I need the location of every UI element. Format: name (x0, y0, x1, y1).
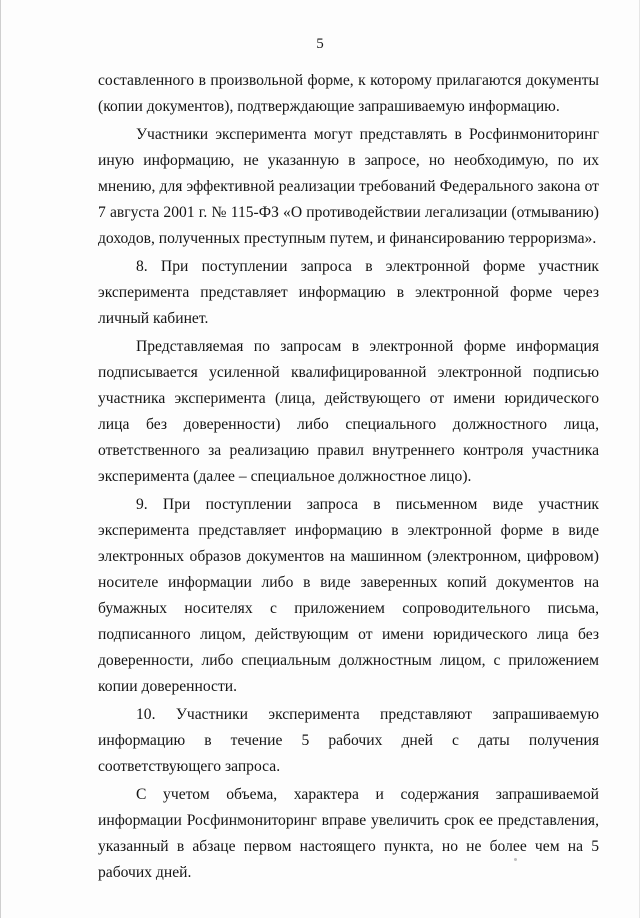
paragraph-other-information: Участники эксперимента могут представлять в Росфинмониторинг иную информацию, не указанную в запросе, но необходимую, по их мнению, для эффективной реализации требований Федерального закона от 7 августа 2001 г. № 115-ФЗ «О противодействии легализации (отмыванию) доходов, полученных преступным путем, и финансированию терроризма». (98, 126, 599, 247)
document-body (98, 68, 599, 886)
scan-speck (514, 858, 517, 861)
paragraph-continuation: составленного в произвольной форме, к которому прилагаются документы (копии документов), подтверждающие запрашиваемую информацию. (98, 72, 599, 115)
paragraph-item-9: 9. При поступлении запроса в письменном виде участник эксперимента представляет информацию в электронной форме в виде электронных образов документов на машинном (электронном, цифровом) носителе информации либо в виде заверенных копий документов на бумажных носителях с приложением сопроводительного письма, подписанного лицом, действующим от имени юридического лица без доверенности, либо специальным должностным лицом, с приложением копии доверенности. (98, 496, 599, 695)
paragraph-signature-requirement: Представляемая по запросам в электронной форме информация подписывается усиленной квалифицированной электронной подписью участника эксперимента (лица, действующего от имени юридического лица без доверенности) либо специального должностного лица, ответственного за реализацию правил внутреннего контроля участника эксперимента (далее – специальное должностное лицо). (98, 338, 599, 485)
page-number: 5 (316, 36, 324, 52)
paragraph-item-10: 10. Участники эксперимента представляют запрашиваемую информацию в течение 5 рабочих дней с даты получения соответствующего запроса. (98, 706, 599, 775)
paragraph-deadline-extension: С учетом объема, характера и содержания запрашиваемой информации Росфинмониторинг вправе увеличить срок ее представления, указанный в абзаце первом настоящего пункта, но не более чем на 5 рабочих дней. (98, 786, 599, 881)
paragraph-item-8: 8. При поступлении запроса в электронной форме участник эксперимента представляет информацию в электронной форме через личный кабинет. (98, 258, 599, 327)
